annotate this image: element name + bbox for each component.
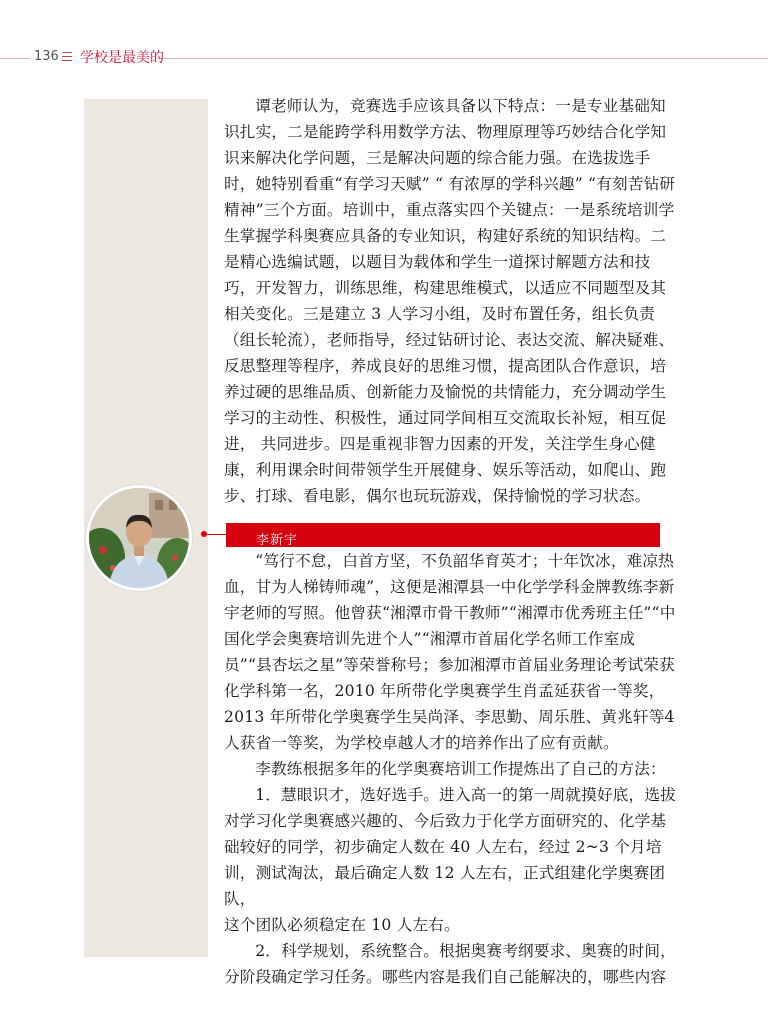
header-rule-left — [0, 58, 30, 59]
header-rule-right — [158, 58, 768, 59]
paragraph: 2．科学规划，系统整合。根据奥赛考纲要求、奥赛的时间， — [255, 942, 676, 960]
paragraph: “笃行不怠，白首方坚，不负韶华育英才；十年饮冰，难凉热血，甘为人梯铸师魂”，这便是湘潭县一中化学学科金牌教练李新宇老师的写照。他曾获“湘潭市骨干教师”“湘潭市优秀班主任”“中国化学会奥赛培训先进个人”“湘潭市首届化学名师工作室成员”“县杏坛之星”等荣誉称号；参加湘潭市首届业务理论考试荣获化学科第一名，2010 年所带化学奥赛学生肖孟延获省一等奖，2013 年所带化学奥赛学生吴尚泽、李思勤、周乐胜、黄兆轩等4 人获省一等奖，为学校卓越人才的培养作出了应有贡献。 — [224, 552, 676, 752]
page-number: 136 — [34, 49, 59, 64]
section-tan-teacher — [224, 93, 680, 509]
header-ornament — [62, 52, 72, 64]
paragraph: 分阶段确定学习任务。哪些内容是我们自己能解决的，哪些内容 — [224, 968, 667, 986]
portrait-illustration — [89, 488, 189, 588]
running-header-title: 学校是最美的 — [80, 50, 164, 66]
paragraph: 谭老师认为，竞赛选手应该具备以下特点：一是专业基础知识扎实，二是能跨学科用数学方法、物理原理等巧妙结合化学知识来解决化学问题，三是解决问题的综合能力强。在选拔选手时，她特别看重“有学习天赋” “ 有浓厚的学科兴趣” “有刻苦钻研精神”三个方面。培训中，重点落实四个关键点：一是系统培训学生掌握学科奥赛应具备的专业知识，构建好系统的知识结构。二是精心选编试题，以题目为载体和学生一道探讨解题方法和技巧，开发智力，训练思维，构建思维模式，以适应不同题型及其相关变化。三是建立 3 人学习小组，及时布置任务，组长负责（组长轮流），老师指导，经过钻研讨论、表达交流、解决疑难、反思整理等程序，养成良好的思维习惯，提高团队合作意识，培养过硬的思维品质、创新能力及愉悦的共情能力，充分调动学生学习的主动性、积极性，通过同学间相互交流取长补短，相互促进， 共同进步。四是重视非智力因素的开发，关注学生身心健康，利用课余时间带领学生开展健身、娱乐等活动，如爬山、跑步、打球、看电影，偶尔也玩玩游戏，保持愉悦的学习状态。 — [224, 97, 676, 505]
connector-line — [207, 534, 227, 535]
paragraph: 1．慧眼识才，选好选手。进入高一的第一周就摸好底，选拔对学习化学奥赛感兴趣的、今后致力于化学方面研究的、化学基础较好的同学，初步确定人数在 40 人左右，经过 2~3 个月培训，测试淘汰，最后确定人数 12 人左右，正式组建化学奥赛团队， — [224, 786, 676, 908]
paragraph: 这个团队必须稳定在 10 人左右。 — [224, 916, 460, 934]
paragraph: 李教练根据多年的化学奥赛培训工作提炼出了自己的方法： — [255, 760, 666, 778]
teacher-name-label: 李新宇 — [256, 533, 299, 548]
section-li-xinyu — [224, 548, 680, 990]
teacher-portrait-photo — [86, 485, 192, 591]
